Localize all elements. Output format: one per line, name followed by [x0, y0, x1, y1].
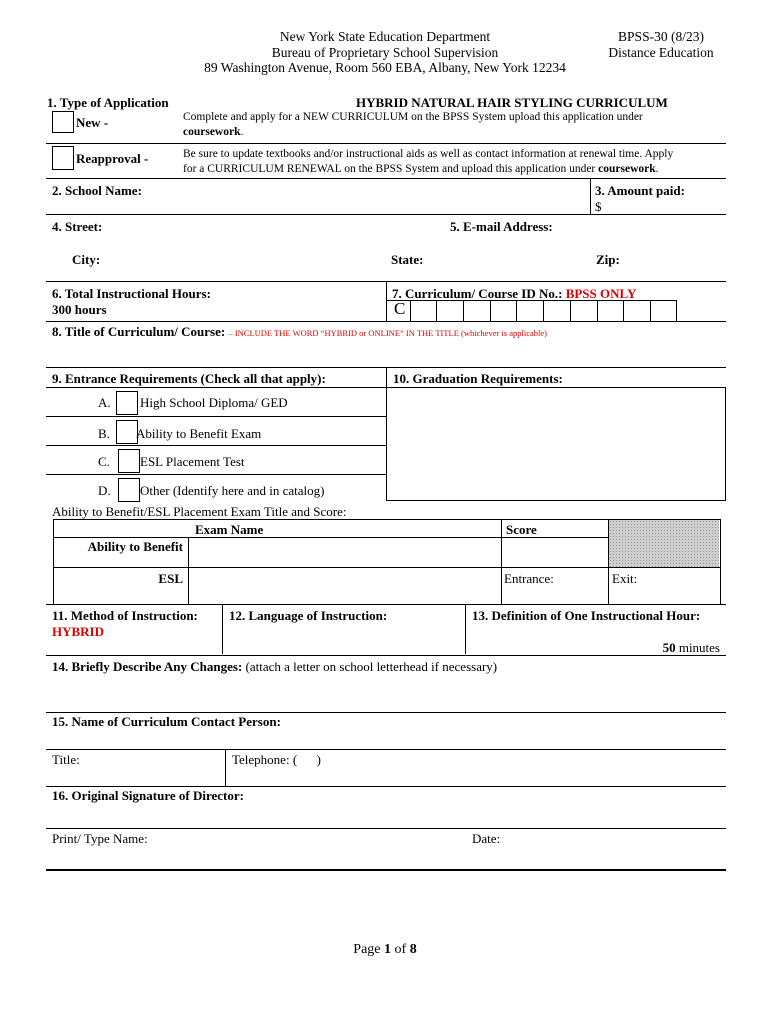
bpss-only-note: BPSS ONLY: [565, 286, 637, 301]
divider: [386, 281, 387, 322]
minutes-word: minutes: [675, 640, 720, 655]
entrance-checkbox-b[interactable]: [116, 420, 138, 444]
divider: [53, 567, 720, 568]
divider: [53, 519, 54, 604]
entrance-text: ESL Placement Test: [140, 454, 245, 469]
new-desc-line1: Complete and apply for a NEW CURRICULUM on the BPSS System upload this application under: [183, 111, 643, 123]
email-field[interactable]: [565, 216, 725, 238]
divider: [46, 321, 726, 322]
page-number: [285, 942, 485, 958]
entrance-item-c: [46, 446, 386, 474]
entrance-letter: A.: [98, 395, 111, 410]
city-field[interactable]: [110, 248, 380, 270]
divider: [590, 178, 591, 214]
divider: [46, 828, 726, 829]
divider: [225, 749, 226, 786]
signature-label: 16. Original Signature of Director:: [52, 788, 244, 803]
reapproval-label: Reapproval -: [76, 151, 149, 166]
header-bureau: Bureau of Proprietary School Supervision: [271, 44, 499, 60]
new-desc-bold: coursework: [183, 126, 241, 138]
changes-label: 14. Briefly Describe Any Changes:: [52, 659, 243, 674]
divider: [386, 387, 726, 388]
ability-exam-name-field[interactable]: [190, 539, 499, 565]
contact-person-field[interactable]: [52, 730, 726, 748]
divider: [46, 786, 726, 787]
divider: [465, 604, 466, 654]
minutes-number: 50: [662, 640, 676, 655]
divider: [46, 214, 726, 215]
title-of-curriculum-row: [52, 324, 547, 340]
street-label: 4. Street:: [52, 219, 103, 234]
esl-exit-label: Exit:: [612, 571, 638, 586]
divider: [386, 387, 387, 500]
divider: [46, 178, 726, 179]
signature-field[interactable]: [52, 805, 726, 827]
page-current: 1: [384, 942, 392, 957]
reapproval-description: [183, 147, 728, 177]
language-of-instruction-label: 12. Language of Instruction:: [229, 608, 388, 623]
school-name-field[interactable]: [188, 180, 588, 212]
header-address: 89 Washington Avenue, Room 560 EBA, Albany, New York 12234: [204, 60, 566, 75]
divider: [46, 655, 726, 656]
date-field[interactable]: [470, 847, 726, 869]
divider: [46, 869, 726, 871]
divider: [46, 749, 726, 750]
zip-field[interactable]: [628, 248, 724, 270]
method-of-instruction-value: HYBRID: [52, 624, 105, 639]
course-id-prefix: C: [394, 299, 406, 318]
header-block: [140, 29, 630, 76]
dollar-sign: $: [595, 199, 602, 214]
entrance-text: Ability to Benefit Exam: [136, 426, 262, 441]
entrance-requirements-label: 9. Entrance Requirements (Check all that apply):: [52, 371, 326, 386]
date-label: Date:: [472, 831, 501, 846]
divider: [501, 519, 502, 604]
zip-label: Zip:: [596, 252, 620, 267]
divider: [46, 387, 386, 388]
entrance-checkbox-c[interactable]: [118, 449, 140, 473]
entrance-item-d: [46, 475, 386, 503]
city-label: City:: [72, 252, 101, 267]
method-of-instruction-label: 11. Method of Instruction:: [52, 608, 198, 623]
instructional-hour-label: 13. Definition of One Instructional Hour:: [472, 608, 701, 623]
changes-field[interactable]: [52, 676, 726, 710]
esl-label: ESL: [158, 571, 183, 586]
divider: [222, 604, 223, 654]
changes-note: (attach a letter on school letterhead if necessary): [242, 659, 498, 674]
course-id-input[interactable]: [411, 301, 676, 321]
reapproval-desc-line2: for a CURRICULUM RENEWAL on the BPSS System and upload this application under: [183, 163, 596, 175]
print-name-field[interactable]: [52, 847, 462, 869]
type-of-application-label: 1. Type of Application: [47, 95, 169, 110]
language-of-instruction-field[interactable]: [227, 624, 461, 650]
contact-title-label: Title:: [52, 752, 80, 767]
title-of-curriculum-note: – INCLUDE THE WORD “HYBRID or ONLINE” IN THE TITLE (whichever is applicable): [228, 328, 547, 338]
street-field[interactable]: [120, 216, 440, 238]
school-name-label: 2. School Name:: [52, 183, 142, 198]
curriculum-title: HYBRID NATURAL HAIR STYLING CURRICULUM: [356, 95, 668, 110]
title-of-curriculum-field[interactable]: [52, 340, 726, 364]
esl-exam-name-field[interactable]: [190, 569, 499, 602]
reapproval-desc-line1: Be sure to update textbooks and/or instructional aids as well as contact information at renewal time. Apply: [183, 148, 674, 160]
divider: [46, 712, 726, 713]
exam-table-caption: Ability to Benefit/ESL Placement Exam Title and Score:: [52, 504, 347, 519]
contact-telephone-label: Telephone: ( ): [232, 752, 321, 767]
print-name-label: Print/ Type Name:: [52, 831, 148, 846]
ability-to-benefit-label: Ability to Benefit: [87, 539, 183, 554]
total-hours-value: 300 hours: [52, 302, 107, 317]
reapproval-desc-bold: coursework: [598, 163, 656, 175]
divider: [46, 143, 726, 144]
graduation-requirements-field[interactable]: [388, 389, 724, 499]
divider: [720, 519, 721, 604]
entrance-text: Other (Identify here and in catalog): [140, 483, 325, 498]
reapproval-checkbox[interactable]: [52, 146, 74, 170]
entrance-letter: B.: [98, 426, 110, 441]
changes-row: [52, 659, 497, 675]
entrance-item-b: [46, 417, 386, 445]
page-of: of: [391, 942, 410, 957]
entrance-text: High School Diploma/ GED: [140, 395, 288, 410]
divider: [676, 300, 677, 322]
contact-telephone-field[interactable]: [335, 751, 725, 783]
header-dept: New York State Education Department: [279, 29, 491, 44]
entrance-item-a: [46, 389, 386, 417]
divider: [725, 387, 726, 500]
contact-title-field[interactable]: [85, 751, 220, 783]
page-prefix: Page: [353, 942, 385, 957]
form-id-block: [598, 29, 724, 60]
new-description: [183, 110, 728, 140]
divider: [386, 500, 726, 501]
page-total: 8: [409, 942, 417, 957]
form-type: Distance Education: [608, 44, 714, 60]
new-desc-end: .: [240, 126, 244, 138]
state-label: State:: [391, 252, 424, 267]
reapproval-desc-end: .: [655, 163, 659, 175]
total-hours-label: 6. Total Instructional Hours:: [52, 286, 211, 301]
contact-person-label: 15. Name of Curriculum Contact Person:: [52, 714, 281, 729]
ability-score-field[interactable]: [503, 539, 606, 565]
title-of-curriculum-label: 8. Title of Curriculum/ Course:: [52, 324, 226, 339]
esl-entrance-label: Entrance:: [504, 571, 554, 586]
divider: [46, 604, 726, 605]
course-id-label-text: 7. Curriculum/ Course ID No.:: [392, 286, 563, 301]
amount-paid-label: 3. Amount paid:: [595, 183, 685, 198]
state-field[interactable]: [435, 248, 585, 270]
email-label: 5. E-mail Address:: [450, 219, 553, 234]
score-header: Score: [506, 522, 537, 537]
new-checkbox[interactable]: [52, 111, 74, 133]
form-id: BPSS-30 (8/23): [618, 29, 704, 44]
exam-name-header: Exam Name: [195, 522, 264, 537]
entrance-letter: C.: [98, 454, 110, 469]
entrance-checkbox-a[interactable]: [116, 391, 138, 415]
entrance-letter: D.: [98, 483, 111, 498]
entrance-checkbox-d[interactable]: [118, 478, 140, 502]
shaded-cell: [609, 520, 719, 567]
entrance-list: [46, 389, 386, 501]
divider: [188, 537, 189, 604]
instructional-hour-value: [600, 640, 720, 656]
new-label: New -: [76, 115, 109, 130]
graduation-requirements-label: 10. Graduation Requirements:: [393, 371, 563, 386]
